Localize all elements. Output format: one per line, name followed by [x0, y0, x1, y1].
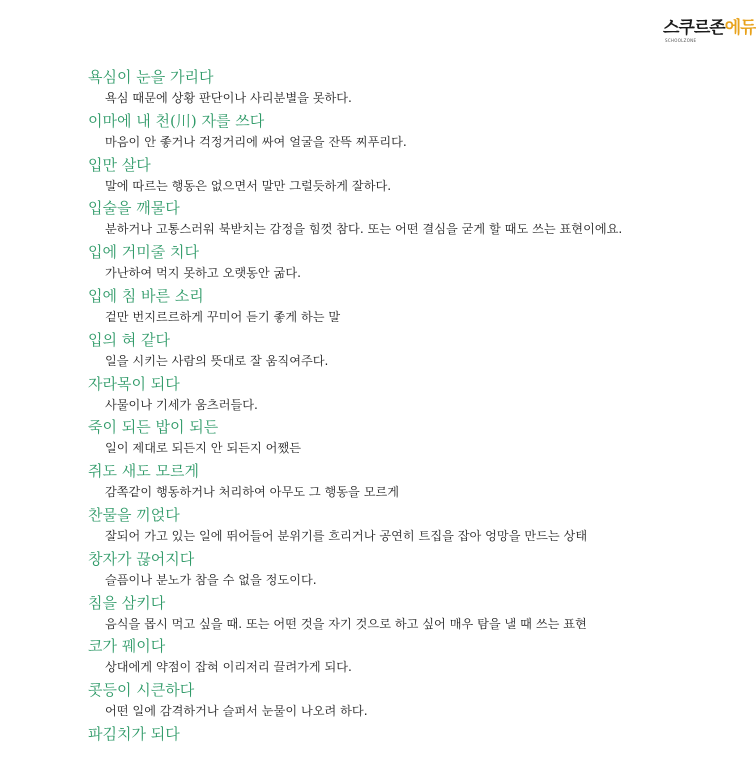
idiom-definition: 겉만 번지르르하게 꾸미어 듣기 좋게 하는 말: [105, 309, 341, 324]
logo-text-main: 스쿠르존: [663, 18, 725, 38]
logo-text-edu: 에듀: [724, 18, 756, 38]
idiom-entry: [88, 110, 728, 154]
idiom-definition: 슬픔이나 분노가 참을 수 없을 정도이다.: [105, 572, 317, 587]
idiom-entry: [88, 592, 728, 636]
idiom-term: 입에 거미줄 치다: [88, 243, 199, 262]
idiom-entry: [88, 416, 728, 460]
idiom-definition: 음식을 몹시 먹고 싶을 때. 또는 어떤 것을 자기 것으로 하고 싶어 매우 탐을 낼 때 쓰는 표현: [105, 616, 587, 631]
idiom-definition: 가난하여 먹지 못하고 오랫동안 굶다.: [105, 266, 301, 281]
idiom-definition: 욕심 때문에 상황 판단이나 사리분별을 못하다.: [105, 91, 352, 105]
idiom-term: 입만 살다: [88, 155, 151, 174]
idiom-entry: [88, 723, 728, 767]
idiom-term: 찬물을 끼얹다: [88, 505, 180, 524]
idiom-definition: 감쪽같이 행동하거나 처리하여 아무도 그 행동을 모르게: [105, 485, 400, 500]
idiom-term: 입술을 깨물다: [88, 199, 180, 218]
idiom-definition: 어떤 일에 감격하거나 슬퍼서 눈물이 나오려 하다.: [105, 704, 368, 719]
idiom-entry: [88, 373, 728, 417]
idiom-term: 코가 꿰이다: [88, 637, 166, 656]
logo-text: [663, 18, 756, 38]
idiom-definition: 일이 제대로 되든지 안 되든지 어쨌든: [105, 441, 301, 456]
idiom-term: 이마에 내 천(川) 자를 쓰다: [88, 111, 265, 130]
idiom-entry: [88, 635, 728, 679]
idiom-definition: 마음이 안 좋거나 걱정거리에 싸여 얼굴을 잔뜩 찌푸리다.: [105, 134, 407, 149]
idiom-entry: [88, 679, 728, 723]
idiom-entry: [88, 66, 728, 110]
idiom-definition: 사물이나 기세가 움츠러들다.: [105, 397, 258, 412]
logo-subtext: SCHOOLZONE: [665, 38, 697, 43]
idiom-term: 욕심이 눈을 가리다: [88, 68, 214, 86]
idiom-entry: [88, 504, 728, 548]
logo: [663, 18, 756, 48]
idiom-definition: 상대에게 약점이 잡혀 이리저리 끌려가게 되다.: [105, 660, 352, 675]
idiom-entry: [88, 197, 728, 241]
idiom-list: [88, 66, 728, 767]
idiom-term: 쥐도 새도 모르게: [88, 462, 199, 481]
idiom-term: 자라목이 되다: [88, 374, 180, 393]
idiom-term: 침을 삼키다: [88, 593, 166, 612]
idiom-entry: [88, 329, 728, 373]
idiom-definition: 일을 시키는 사람의 뜻대로 잘 움직여주다.: [105, 353, 329, 368]
idiom-term: 입의 혀 같다: [88, 330, 170, 349]
idiom-entry: [88, 548, 728, 592]
idiom-term: 파김치가 되다: [88, 724, 180, 743]
idiom-entry: [88, 460, 728, 504]
idiom-definition: 말에 따르는 행동은 없으면서 말만 그럴듯하게 잘하다.: [105, 178, 392, 193]
idiom-definition: 분하거나 고통스러워 북받치는 감정을 힘껏 참다. 또는 어떤 결심을 굳게 할 때도 쓰는 표현이에요.: [105, 222, 623, 237]
idiom-term: 창자가 끊어지다: [88, 549, 195, 568]
idiom-term: 입에 침 바른 소리: [88, 286, 204, 305]
idiom-entry: [88, 285, 728, 329]
idiom-entry: [88, 154, 728, 198]
idiom-entry: [88, 241, 728, 285]
idiom-term: 죽이 되든 밥이 되든: [88, 418, 219, 437]
idiom-term: 콧등이 시큰하다: [88, 681, 195, 700]
idiom-definition: 잘되어 가고 있는 일에 뛰어들어 분위기를 흐리거나 공연히 트집을 잡아 엉망을 만드는 상태: [105, 528, 588, 543]
